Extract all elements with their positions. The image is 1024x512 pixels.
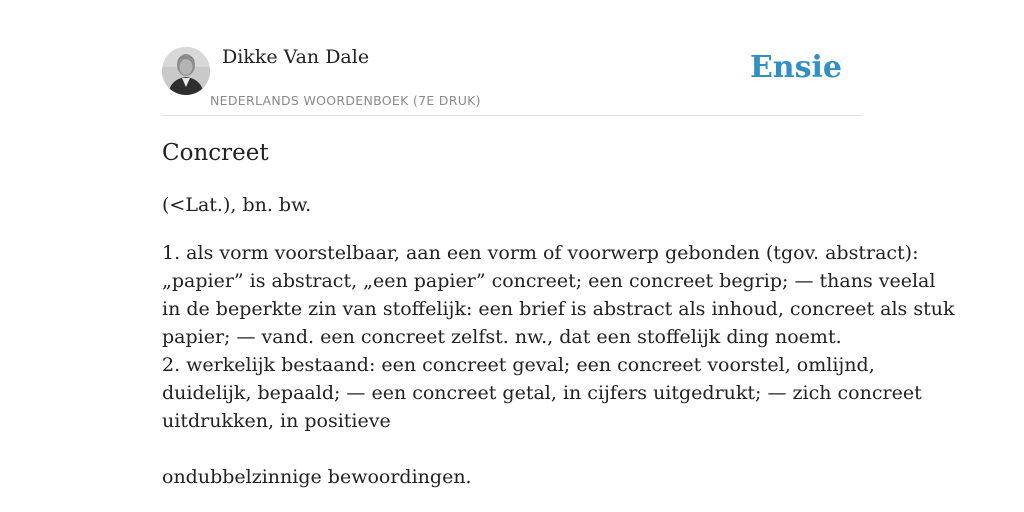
definition-line: duidelijk, bepaald; — een concreet getal, in cijfers uitgedrukt; — zich concreet xyxy=(162,382,922,404)
entry-header xyxy=(162,0,862,116)
author-name[interactable]: Dikke Van Dale xyxy=(222,46,370,68)
source-label[interactable]: NEDERLANDS WOORDENBOEK (7E DRUK) xyxy=(210,93,481,108)
paragraph-gap xyxy=(162,435,866,463)
author-avatar[interactable] xyxy=(162,47,210,95)
brand-logo[interactable]: Ensie xyxy=(749,50,842,85)
entry-title: Concreet xyxy=(162,140,269,166)
definition-tail: ondubbelzinnige bewoordingen. xyxy=(162,466,472,488)
definition-line: in de beperkte zin van stoffelijk: een brief is abstract als inhoud, concreet als stuk xyxy=(162,298,955,320)
entry-grammar: (<Lat.), bn. bw. xyxy=(162,194,312,216)
definition-line: „papier” is abstract, „een papier” concreet; een concreet begrip; — thans veelal xyxy=(162,270,936,292)
entry-card xyxy=(162,0,955,512)
entry-definition xyxy=(162,239,955,491)
definition-line: 2. werkelijk bestaand: een concreet geval; een concreet voorstel, omlijnd, xyxy=(162,354,875,376)
portrait-icon xyxy=(162,47,210,95)
definition-line: papier; — vand. een concreet zelfst. nw., dat een stoffelijk ding noemt. xyxy=(162,326,842,348)
definition-line: uitdrukken, in positieve xyxy=(162,410,391,432)
definition-line: 1. als vorm voorstelbaar, aan een vorm of voorwerp gebonden (tgov. abstract): xyxy=(162,242,919,264)
